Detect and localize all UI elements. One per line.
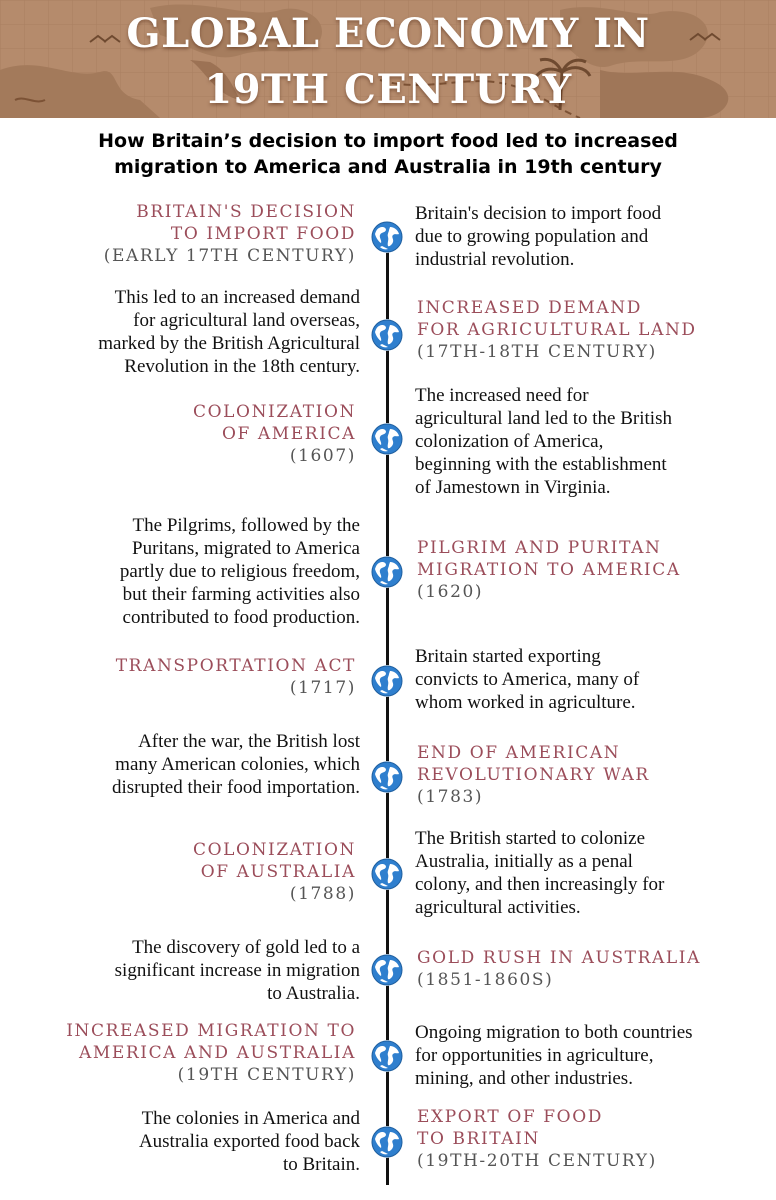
- event-description-line: for opportunities in agriculture,: [415, 1045, 654, 1066]
- event-description-line: agricultural activities.: [415, 897, 581, 918]
- event-title: PILGRIM AND PURITAN: [417, 538, 662, 558]
- event-description: [112, 730, 360, 799]
- event-description: [415, 645, 639, 714]
- event-description: [120, 514, 360, 629]
- event-description-line: Revolution in the 18th century.: [124, 356, 360, 377]
- event-description-line: partly due to religious freedom,: [119, 561, 360, 582]
- event-date: (1607): [289, 446, 356, 466]
- event-description-line: to Australia.: [267, 983, 360, 1004]
- event-title: OF AMERICA: [221, 424, 356, 444]
- event-description-line: The Pilgrims, followed by the: [132, 515, 360, 536]
- event-title-block: [116, 655, 356, 699]
- event-description-line: Britain started exporting: [415, 646, 601, 667]
- event-description-line: After the war, the British lost: [138, 731, 360, 752]
- event-description: [415, 1021, 693, 1090]
- event-description-line: due to growing population and: [415, 226, 649, 247]
- event-description-line: for agricultural land overseas,: [133, 310, 360, 331]
- event-description: [115, 936, 360, 1005]
- title-line-2: 19TH CENTURY: [204, 66, 572, 113]
- globe-icon: [371, 761, 403, 793]
- event-title-block: [66, 1020, 356, 1086]
- globe-icon: [371, 1040, 403, 1072]
- event-title-block: [417, 947, 701, 991]
- event-description-line: The British started to colonize: [415, 828, 646, 849]
- globe-icon: [371, 954, 403, 986]
- event-title: EXPORT OF FOOD: [417, 1107, 603, 1127]
- globe-icon: [371, 1126, 403, 1158]
- event-title: TO IMPORT FOOD: [170, 224, 356, 244]
- event-date: (19TH CENTURY): [177, 1065, 356, 1085]
- event-date: (1620): [417, 582, 484, 602]
- event-title: END OF AMERICAN: [417, 743, 621, 763]
- event-description-line: significant increase in migration: [114, 960, 360, 981]
- event-description-line: disrupted their food importation.: [111, 777, 360, 798]
- title-line-1: GLOBAL ECONOMY IN: [126, 10, 650, 57]
- event-description-line: colonization of America,: [415, 431, 604, 452]
- event-title: OF AUSTRALIA: [200, 862, 356, 882]
- event-title-block: [417, 297, 697, 363]
- event-date: (1717): [289, 678, 356, 698]
- event-description-line: convicts to America, many of: [415, 669, 640, 690]
- event-date: (1851-1860S): [417, 970, 554, 990]
- event-description-line: Australia exported food back: [138, 1131, 360, 1152]
- subtitle-line-2: migration to America and Australia in 19th century: [114, 156, 662, 178]
- event-title-block: [417, 742, 650, 808]
- subtitle-line-1: How Britain’s decision to import food led to increased: [98, 130, 678, 152]
- event-title-block: [193, 401, 356, 467]
- event-date: (1788): [289, 884, 356, 904]
- event-description-line: mining, and other industries.: [415, 1068, 633, 1089]
- event-title-block: [104, 201, 356, 267]
- event-date: (1783): [417, 787, 484, 807]
- event-title: TRANSPORTATION ACT: [115, 656, 356, 676]
- event-description: [98, 286, 360, 378]
- event-description: [139, 1107, 360, 1176]
- event-description-line: many American colonies, which: [115, 754, 360, 775]
- event-title: INCREASED MIGRATION TO: [66, 1021, 356, 1041]
- event-description-line: but their farming activities also: [122, 584, 360, 605]
- event-title-block: [193, 839, 356, 905]
- globe-icon: [371, 319, 403, 351]
- event-title: INCREASED DEMAND: [417, 298, 643, 318]
- event-title: COLONIZATION: [193, 402, 356, 422]
- event-title: REVOLUTIONARY WAR: [417, 765, 650, 785]
- event-title: BRITAIN'S DECISION: [136, 202, 356, 222]
- globe-icon: [371, 858, 403, 890]
- header-banner: [0, 0, 776, 118]
- event-description-line: whom worked in agriculture.: [415, 692, 636, 713]
- event-title: COLONIZATION: [193, 840, 356, 860]
- event-description-line: to Britain.: [282, 1154, 360, 1175]
- event-description-line: industrial revolution.: [415, 249, 575, 270]
- event-description: [415, 827, 664, 919]
- event-description-line: marked by the British Agricultural: [98, 333, 360, 354]
- event-description-line: colony, and then increasingly for: [415, 874, 665, 895]
- event-description-line: of Jamestown in Virginia.: [415, 477, 611, 498]
- event-description-line: The discovery of gold led to a: [132, 937, 360, 958]
- event-description: [415, 384, 672, 499]
- event-description-line: The increased need for: [415, 385, 589, 406]
- globe-icon: [371, 423, 403, 455]
- event-description-line: contributed to food production.: [122, 607, 360, 628]
- subtitle: [80, 128, 696, 180]
- event-title-block: [417, 537, 681, 603]
- event-description: [415, 202, 661, 271]
- event-title: GOLD RUSH IN AUSTRALIA: [417, 948, 701, 968]
- event-description-line: beginning with the establishment: [415, 454, 667, 475]
- event-description-line: agricultural land led to the British: [415, 408, 672, 429]
- event-date: (17TH-18TH CENTURY): [417, 342, 657, 362]
- event-description-line: Ongoing migration to both countries: [415, 1022, 693, 1043]
- event-date: (19TH-20TH CENTURY): [417, 1151, 657, 1171]
- event-description-line: Puritans, migrated to America: [132, 538, 360, 559]
- globe-icon: [371, 221, 403, 253]
- event-description-line: This led to an increased demand: [114, 287, 360, 308]
- event-title: AMERICA AND AUSTRALIA: [78, 1043, 356, 1063]
- globe-icon: [371, 665, 403, 697]
- event-title: FOR AGRICULTURAL LAND: [417, 320, 697, 340]
- event-title: MIGRATION TO AMERICA: [417, 560, 681, 580]
- globe-icon: [371, 556, 403, 588]
- event-description-line: Australia, initially as a penal: [415, 851, 633, 872]
- event-title: TO BRITAIN: [417, 1129, 540, 1149]
- event-description-line: Britain's decision to import food: [415, 203, 662, 224]
- main-title: [0, 6, 776, 118]
- event-description-line: The colonies in America and: [141, 1108, 360, 1129]
- event-title-block: [417, 1106, 657, 1172]
- event-date: (EARLY 17TH CENTURY): [103, 246, 356, 266]
